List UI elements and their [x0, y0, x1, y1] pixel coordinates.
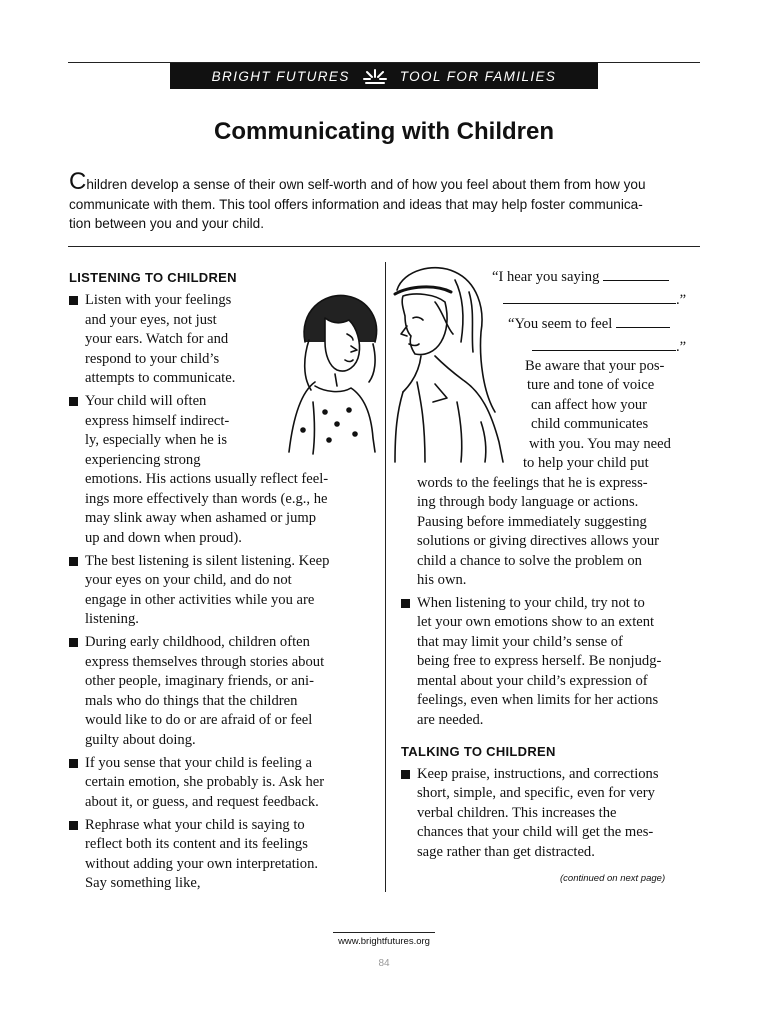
- bullet-line: your ears. Watch for and: [85, 331, 229, 347]
- bullet-line: When listening to your child, try not to: [417, 595, 645, 611]
- bullet-line: The best listening is silent listening. Keep: [85, 553, 330, 569]
- body-line: to help your child put: [523, 455, 649, 471]
- bullet-line: and your eyes, not just: [85, 312, 217, 328]
- body-line: child a chance to solve the problem on: [417, 553, 642, 569]
- body-line: with you. You may need: [529, 436, 671, 452]
- footer-rule: [333, 932, 435, 933]
- bullet-line: would like to do or are afraid of or feel: [85, 712, 313, 728]
- bullet-line: respond to your child’s: [85, 351, 220, 367]
- bullet-line: express themselves through stories about: [85, 654, 325, 670]
- bullet-line: up and down when proud).: [85, 530, 242, 546]
- page-number: 84: [378, 958, 390, 969]
- body-line: solutions or giving directives allows your: [417, 533, 659, 549]
- footer-url[interactable]: www.brightfutures.org: [338, 936, 430, 947]
- quote-line: [508, 315, 670, 335]
- quote-text: “I hear you saying: [492, 269, 600, 285]
- body-line: can affect how your: [531, 397, 648, 413]
- intro-line: hildren develop a sense of their own self-worth and of how you feel about them from how you: [86, 177, 646, 192]
- bullet-line: express himself indirect-: [85, 413, 230, 429]
- body-line: ture and tone of voice: [527, 377, 655, 393]
- page-title: Communicating with Children: [214, 118, 554, 145]
- section-heading-listening: LISTENING TO CHILDREN: [69, 270, 237, 285]
- child-and-mother-illustration: [285, 262, 525, 472]
- header-banner: [170, 63, 598, 89]
- bullet-line: about it, or guess, and request feedback.: [85, 794, 319, 810]
- blank-line: [616, 315, 670, 328]
- bullet-line: Listen with your feelings: [85, 292, 232, 308]
- body-line: Pausing before immediately suggesting: [417, 514, 647, 530]
- body-line: ing through body language or actions.: [417, 494, 639, 510]
- bullet-line: listening.: [85, 611, 139, 627]
- bullet-square: [401, 599, 410, 608]
- bullet-square: [401, 770, 410, 779]
- body-line: child communicates: [531, 416, 649, 432]
- bullet-line: being free to express herself. Be nonjudg-: [417, 653, 662, 669]
- bullet-line: engage in other activities while you are: [85, 592, 315, 608]
- continued-note: (continued on next page): [560, 873, 666, 884]
- section-heading-talking: TALKING TO CHILDREN: [401, 744, 556, 759]
- bullet-square: [69, 759, 78, 768]
- bullet-line: may slink away when ashamed or jump: [85, 510, 317, 526]
- bullet-line: Keep praise, instructions, and corrections: [417, 766, 659, 782]
- quote-end: .”: [676, 292, 687, 308]
- quote-end: .”: [676, 339, 687, 355]
- bullet-line: ings more effectively than words (e.g., he: [85, 491, 328, 507]
- bullet-line: reflect both its content and its feelings: [85, 836, 308, 852]
- bullet-line: feelings, even when limits for her actions: [417, 692, 659, 708]
- bullet-line: If you sense that your child is feeling a: [85, 755, 312, 771]
- body-line: Be aware that your pos-: [525, 358, 665, 374]
- quote-line: [492, 268, 669, 288]
- intro-paragraph: [69, 170, 697, 234]
- bullet-line: attempts to communicate.: [85, 370, 236, 386]
- bullet-line: ly, especially when he is: [85, 432, 228, 448]
- intro-line: communicate with them. This tool offers information and ideas that may help foster communica-: [69, 196, 643, 212]
- blank-line: [603, 268, 669, 281]
- bullet-square: [69, 557, 78, 566]
- bullet-line: Say something like,: [85, 875, 201, 891]
- bullet-line: without adding your own interpretation.: [85, 856, 319, 872]
- banner-left: BRIGHT FUTURES: [211, 68, 350, 84]
- banner-right: TOOL FOR FAMILIES: [399, 68, 557, 84]
- sunburst-icon: [362, 67, 388, 85]
- bullet-line: are needed.: [417, 712, 484, 728]
- bullet-square: [69, 821, 78, 830]
- bullet-line: your eyes on your child, and do not: [85, 572, 292, 588]
- blank-line: [503, 291, 676, 304]
- bullet-line: chances that your child will get the mes-: [417, 824, 654, 840]
- bullet-line: short, simple, and specific, even for very: [417, 785, 655, 801]
- bullet-square: [69, 397, 78, 406]
- bullet-line: experiencing strong: [85, 452, 201, 468]
- quote-line: [503, 291, 686, 311]
- bullet-square: [69, 296, 78, 305]
- intro-line: tion between you and your child.: [69, 216, 264, 232]
- bullet-line: other people, imaginary friends, or ani-: [85, 673, 314, 689]
- bullet-line: verbal children. This increases the: [417, 805, 617, 821]
- bullet-line: let your own emotions show to an extent: [417, 614, 655, 630]
- body-line: words to the feelings that he is express-: [417, 475, 648, 491]
- bullet-square: [69, 638, 78, 647]
- bullet-line: that may limit your child’s sense of: [417, 634, 623, 650]
- blank-line: [532, 338, 676, 351]
- bullet-line: guilty about doing.: [85, 732, 196, 748]
- bullet-line: emotions. His actions usually reflect feel-: [85, 471, 329, 487]
- quote-line: [532, 338, 686, 358]
- bullet-line: mals who do things that the children: [85, 693, 298, 709]
- bullet-line: mental about your child’s expression of: [417, 673, 648, 689]
- bullet-line: During early childhood, children often: [85, 634, 310, 650]
- quote-text: “You seem to feel: [508, 316, 613, 332]
- bullet-line: sage rather than get distracted.: [417, 844, 595, 860]
- drop-cap: C: [69, 168, 87, 195]
- bullet-line: certain emotion, she probably is. Ask her: [85, 774, 325, 790]
- intro-rule: [68, 246, 700, 247]
- body-line: his own.: [417, 572, 467, 588]
- bullet-line: Your child will often: [85, 393, 207, 409]
- bullet-line: Rephrase what your child is saying to: [85, 817, 305, 833]
